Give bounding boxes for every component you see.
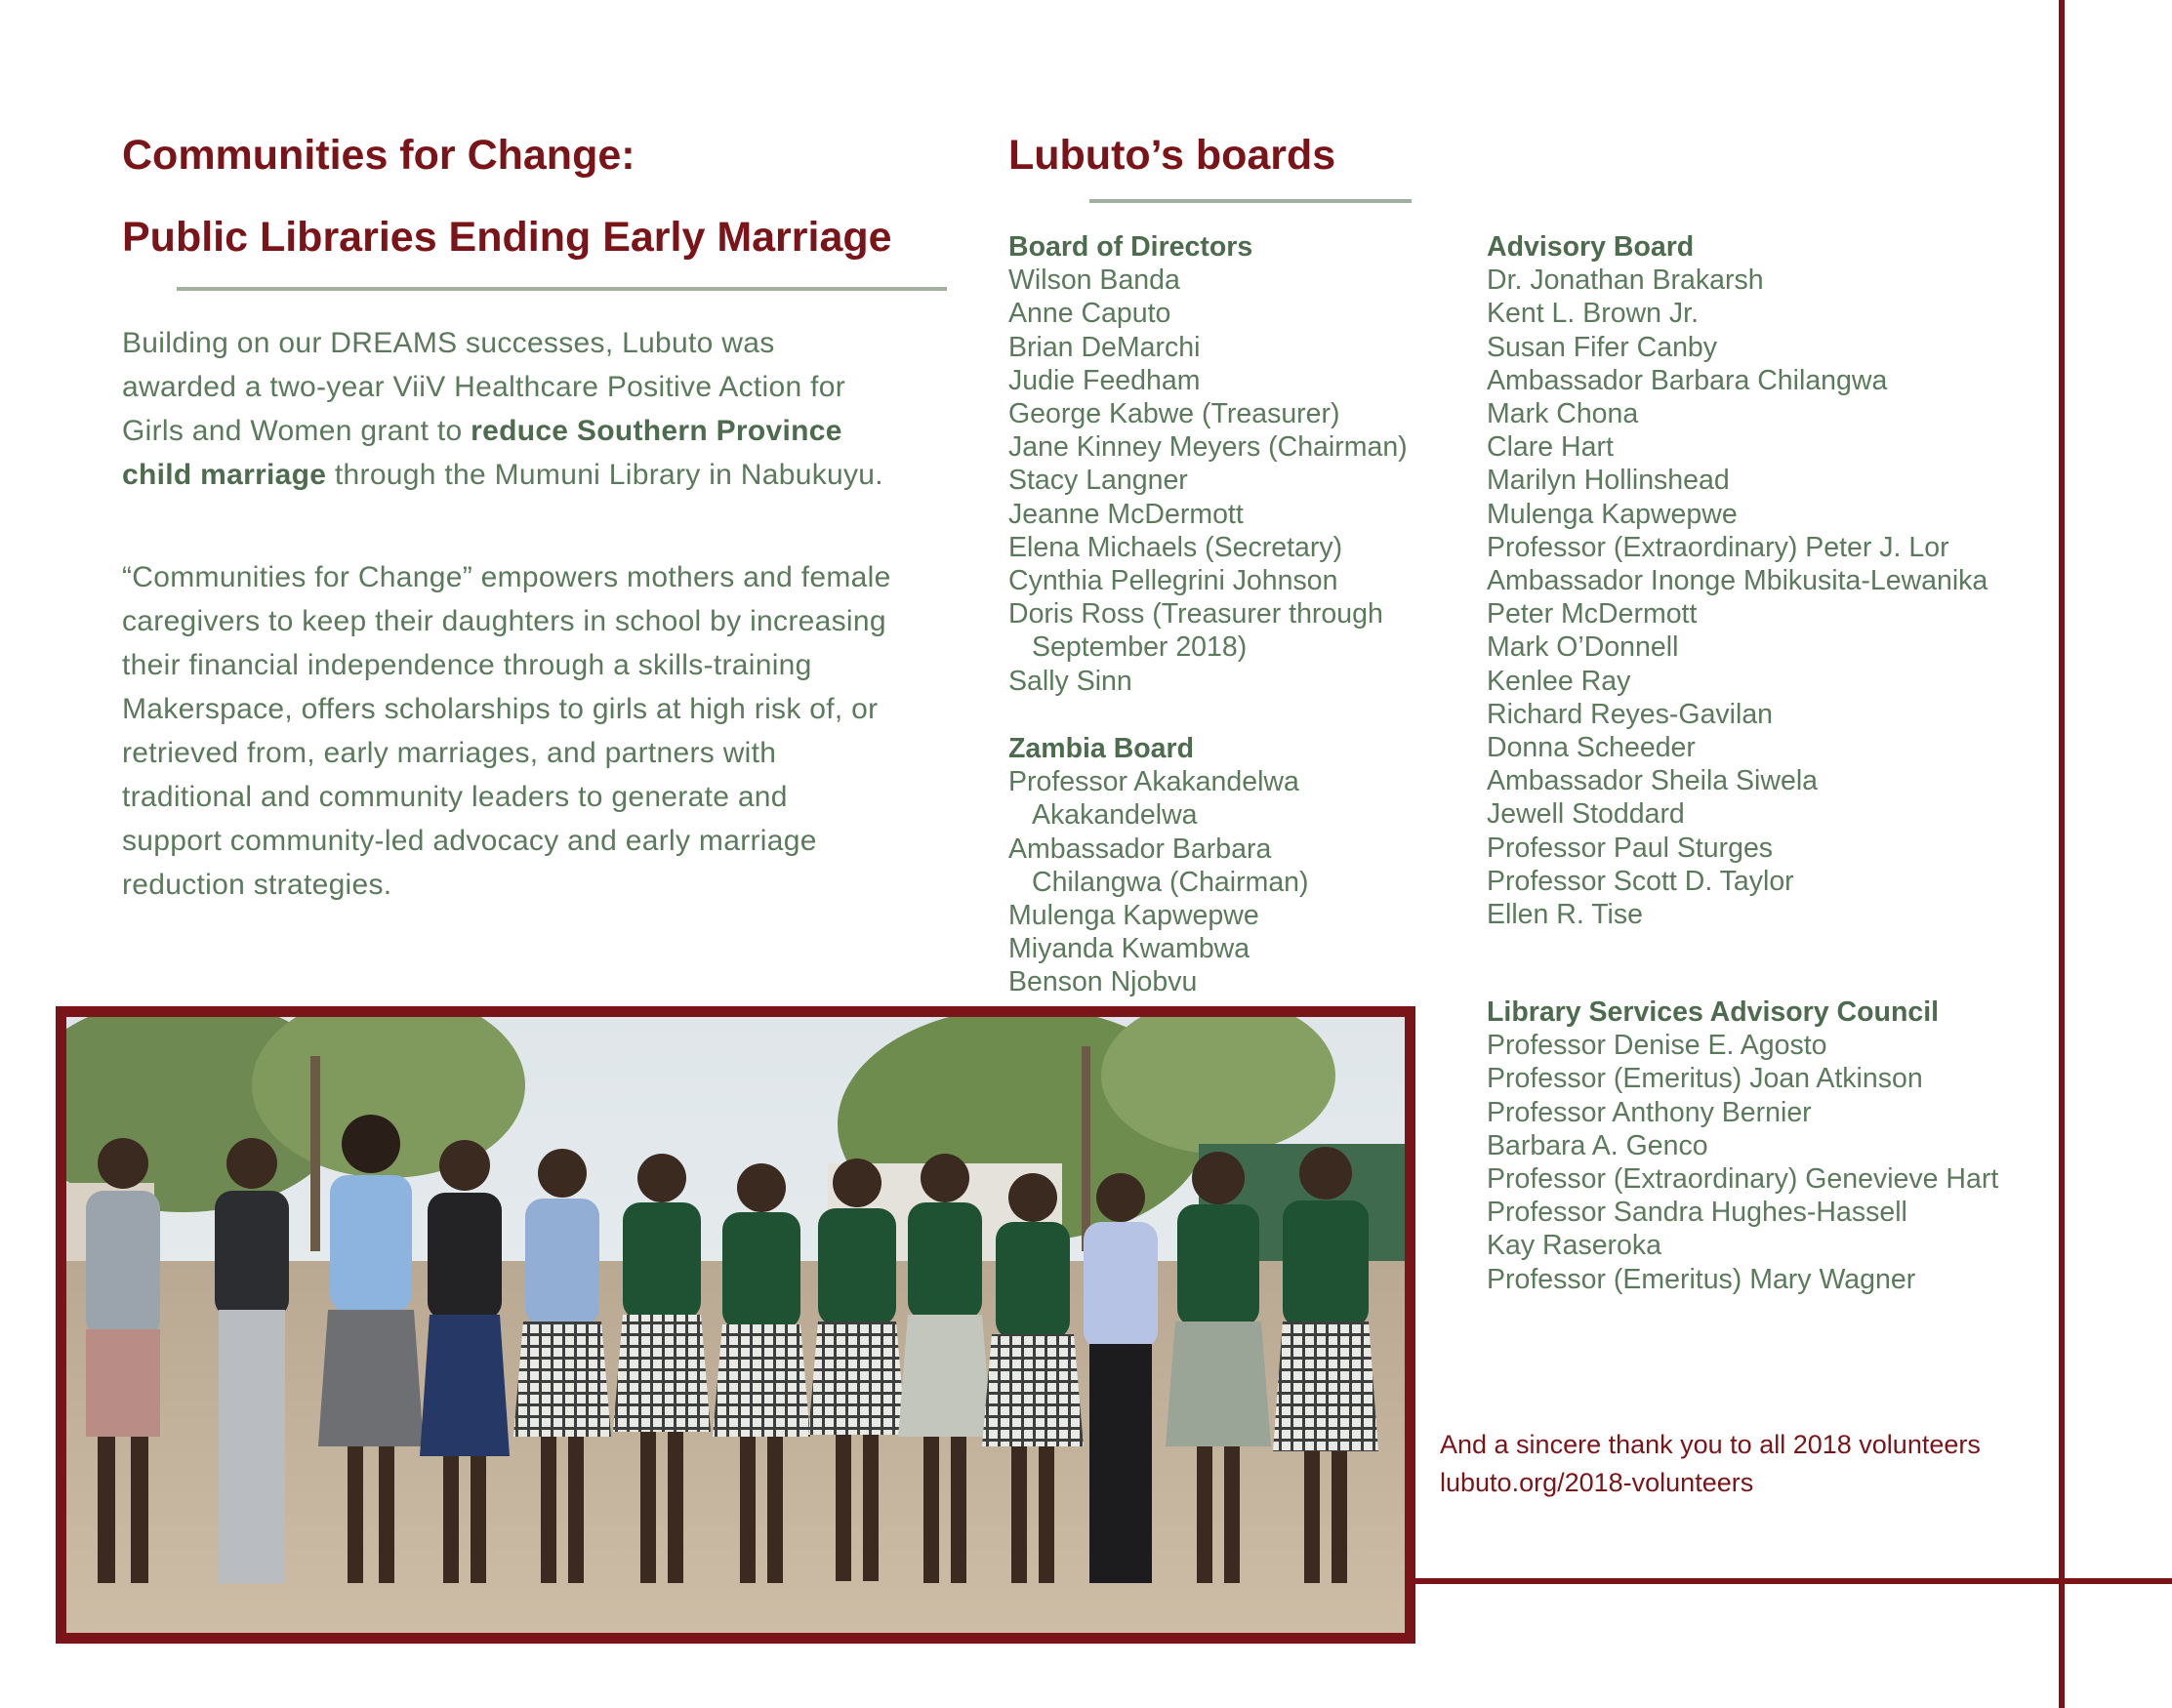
heading-underline-boards xyxy=(1089,199,1412,203)
advisory-member: Dr. Jonathan Brakarsh xyxy=(1487,264,1764,297)
council-title: Library Services Advisory Council xyxy=(1487,996,1940,1028)
zambia-member: Benson Njobvu xyxy=(1008,966,1198,998)
advisory-member: Professor (Extraordinary) Peter J. Lor xyxy=(1487,531,1949,563)
paragraph-dreams xyxy=(122,321,893,497)
director-name: Elena Michaels (Secretary) xyxy=(1008,531,1343,563)
paragraph-dreams-part2: through the Mumuni Library in Nabukuyu. xyxy=(326,459,883,491)
zambia-member: Miyanda Kwambwa xyxy=(1008,933,1250,965)
zambia-member-continued: Chilangwa (Chairman) xyxy=(1032,866,1309,898)
advisory-member: Marilyn Hollinshead xyxy=(1487,465,1730,497)
council-member: Professor (Emeritus) Joan Atkinson xyxy=(1487,1063,1923,1095)
director-name: Judie Feedham xyxy=(1008,364,1201,396)
council-member: Kay Raseroka xyxy=(1487,1230,1662,1262)
advisory-board xyxy=(1487,230,1988,931)
director-name: Wilson Banda xyxy=(1008,264,1180,297)
council-member: Professor (Emeritus) Mary Wagner xyxy=(1487,1263,1916,1295)
advisory-member: Ambassador Inonge Mbikusita-Lewanika xyxy=(1487,565,1988,597)
council-member: Professor (Extraordinary) Genevieve Hart xyxy=(1487,1163,1999,1196)
library-services-council xyxy=(1487,996,1998,1296)
advisory-member: Professor Paul Sturges xyxy=(1487,832,1774,864)
director-name: Brian DeMarchi xyxy=(1008,331,1201,363)
director-name: George Kabwe (Treasurer) xyxy=(1008,398,1340,430)
director-name: Doris Ross (Treasurer through xyxy=(1008,598,1383,630)
advisory-member: Mulenga Kapwepwe xyxy=(1487,498,1738,530)
zambia-member: Ambassador Barbara xyxy=(1008,833,1272,865)
paragraph-communities: “Communities for Change” empowers mothers and female caregivers to keep their daughters in school by increasing their financial independence through a skills-training Makerspace, offers scholarships to girls at high risk of, or retrieved from, early marriages, and partners with traditional and community leaders to generate and support community-led advocacy and early marriage reduction strategies. xyxy=(122,561,891,901)
director-name: Cynthia Pellegrini Johnson xyxy=(1008,565,1338,597)
heading-underline-left xyxy=(177,287,947,291)
advisory-member: Susan Fifer Canby xyxy=(1487,331,1718,363)
council-member: Professor Anthony Bernier xyxy=(1487,1096,1812,1128)
advisory-member: Ambassador Barbara Chilangwa xyxy=(1487,364,1888,396)
right-border-line xyxy=(2059,0,2065,1708)
board-of-directors-title: Board of Directors xyxy=(1008,231,1253,263)
thanks-line: And a sincere thank you to all 2018 volunteers xyxy=(1440,1430,1981,1459)
advisory-member: Jewell Stoddard xyxy=(1487,798,1685,831)
zambia-board xyxy=(1008,732,1309,999)
council-member: Professor Sandra Hughes-Hassell xyxy=(1487,1197,1907,1229)
director-name: Jeanne McDermott xyxy=(1008,498,1244,530)
advisory-member: Professor Scott D. Taylor xyxy=(1487,865,1794,897)
zambia-member-continued: Akakandelwa xyxy=(1032,799,1198,832)
heading-line-2: Public Libraries Ending Early Marriage xyxy=(122,214,892,261)
board-of-directors xyxy=(1008,230,1408,698)
council-member: Barbara A. Genco xyxy=(1487,1129,1708,1161)
advisory-member: Mark Chona xyxy=(1487,398,1639,430)
advisory-member: Mark O’Donnell xyxy=(1487,631,1679,664)
council-member: Professor Denise E. Agosto xyxy=(1487,1030,1827,1062)
advisory-member: Donna Scheeder xyxy=(1487,732,1696,764)
zambia-board-title: Zambia Board xyxy=(1008,733,1195,764)
group-photo-girls-in-uniform xyxy=(66,1017,1405,1633)
zambia-member: Mulenga Kapwepwe xyxy=(1008,900,1259,932)
photo-frame xyxy=(56,1006,1415,1644)
heading-line-1: Communities for Change: xyxy=(122,132,635,179)
advisory-member: Ellen R. Tise xyxy=(1487,899,1643,931)
advisory-member: Ambassador Sheila Siwela xyxy=(1487,765,1819,797)
director-name-continued: September 2018) xyxy=(1032,631,1248,664)
advisory-member: Kenlee Ray xyxy=(1487,665,1631,697)
director-name: Stacy Langner xyxy=(1008,465,1188,497)
zambia-member: Professor Akakandelwa xyxy=(1008,766,1299,798)
boards-heading: Lubuto’s boards xyxy=(1008,132,1336,179)
advisory-member: Peter McDermott xyxy=(1487,598,1698,630)
director-name: Anne Caputo xyxy=(1008,298,1171,330)
advisory-board-title: Advisory Board xyxy=(1487,231,1695,263)
volunteers-link[interactable]: lubuto.org/2018-volunteers xyxy=(1440,1468,1754,1497)
advisory-member: Kent L. Brown Jr. xyxy=(1487,298,1700,330)
director-name: Sally Sinn xyxy=(1008,665,1132,697)
director-name: Jane Kinney Meyers (Chairman) xyxy=(1008,431,1408,464)
bottom-border-line xyxy=(1415,1578,2172,1584)
paragraph-dreams-part1: Building on our DREAMS successes, Lubuto was awarded a two-year ViiV Healthcare Positive Action for Girls and Women grant to xyxy=(122,327,846,447)
advisory-member: Richard Reyes-Gavilan xyxy=(1487,698,1774,730)
paragraph-dreams-bold: reduce Southern Province child marriage xyxy=(122,415,842,491)
advisory-member: Clare Hart xyxy=(1487,431,1614,464)
